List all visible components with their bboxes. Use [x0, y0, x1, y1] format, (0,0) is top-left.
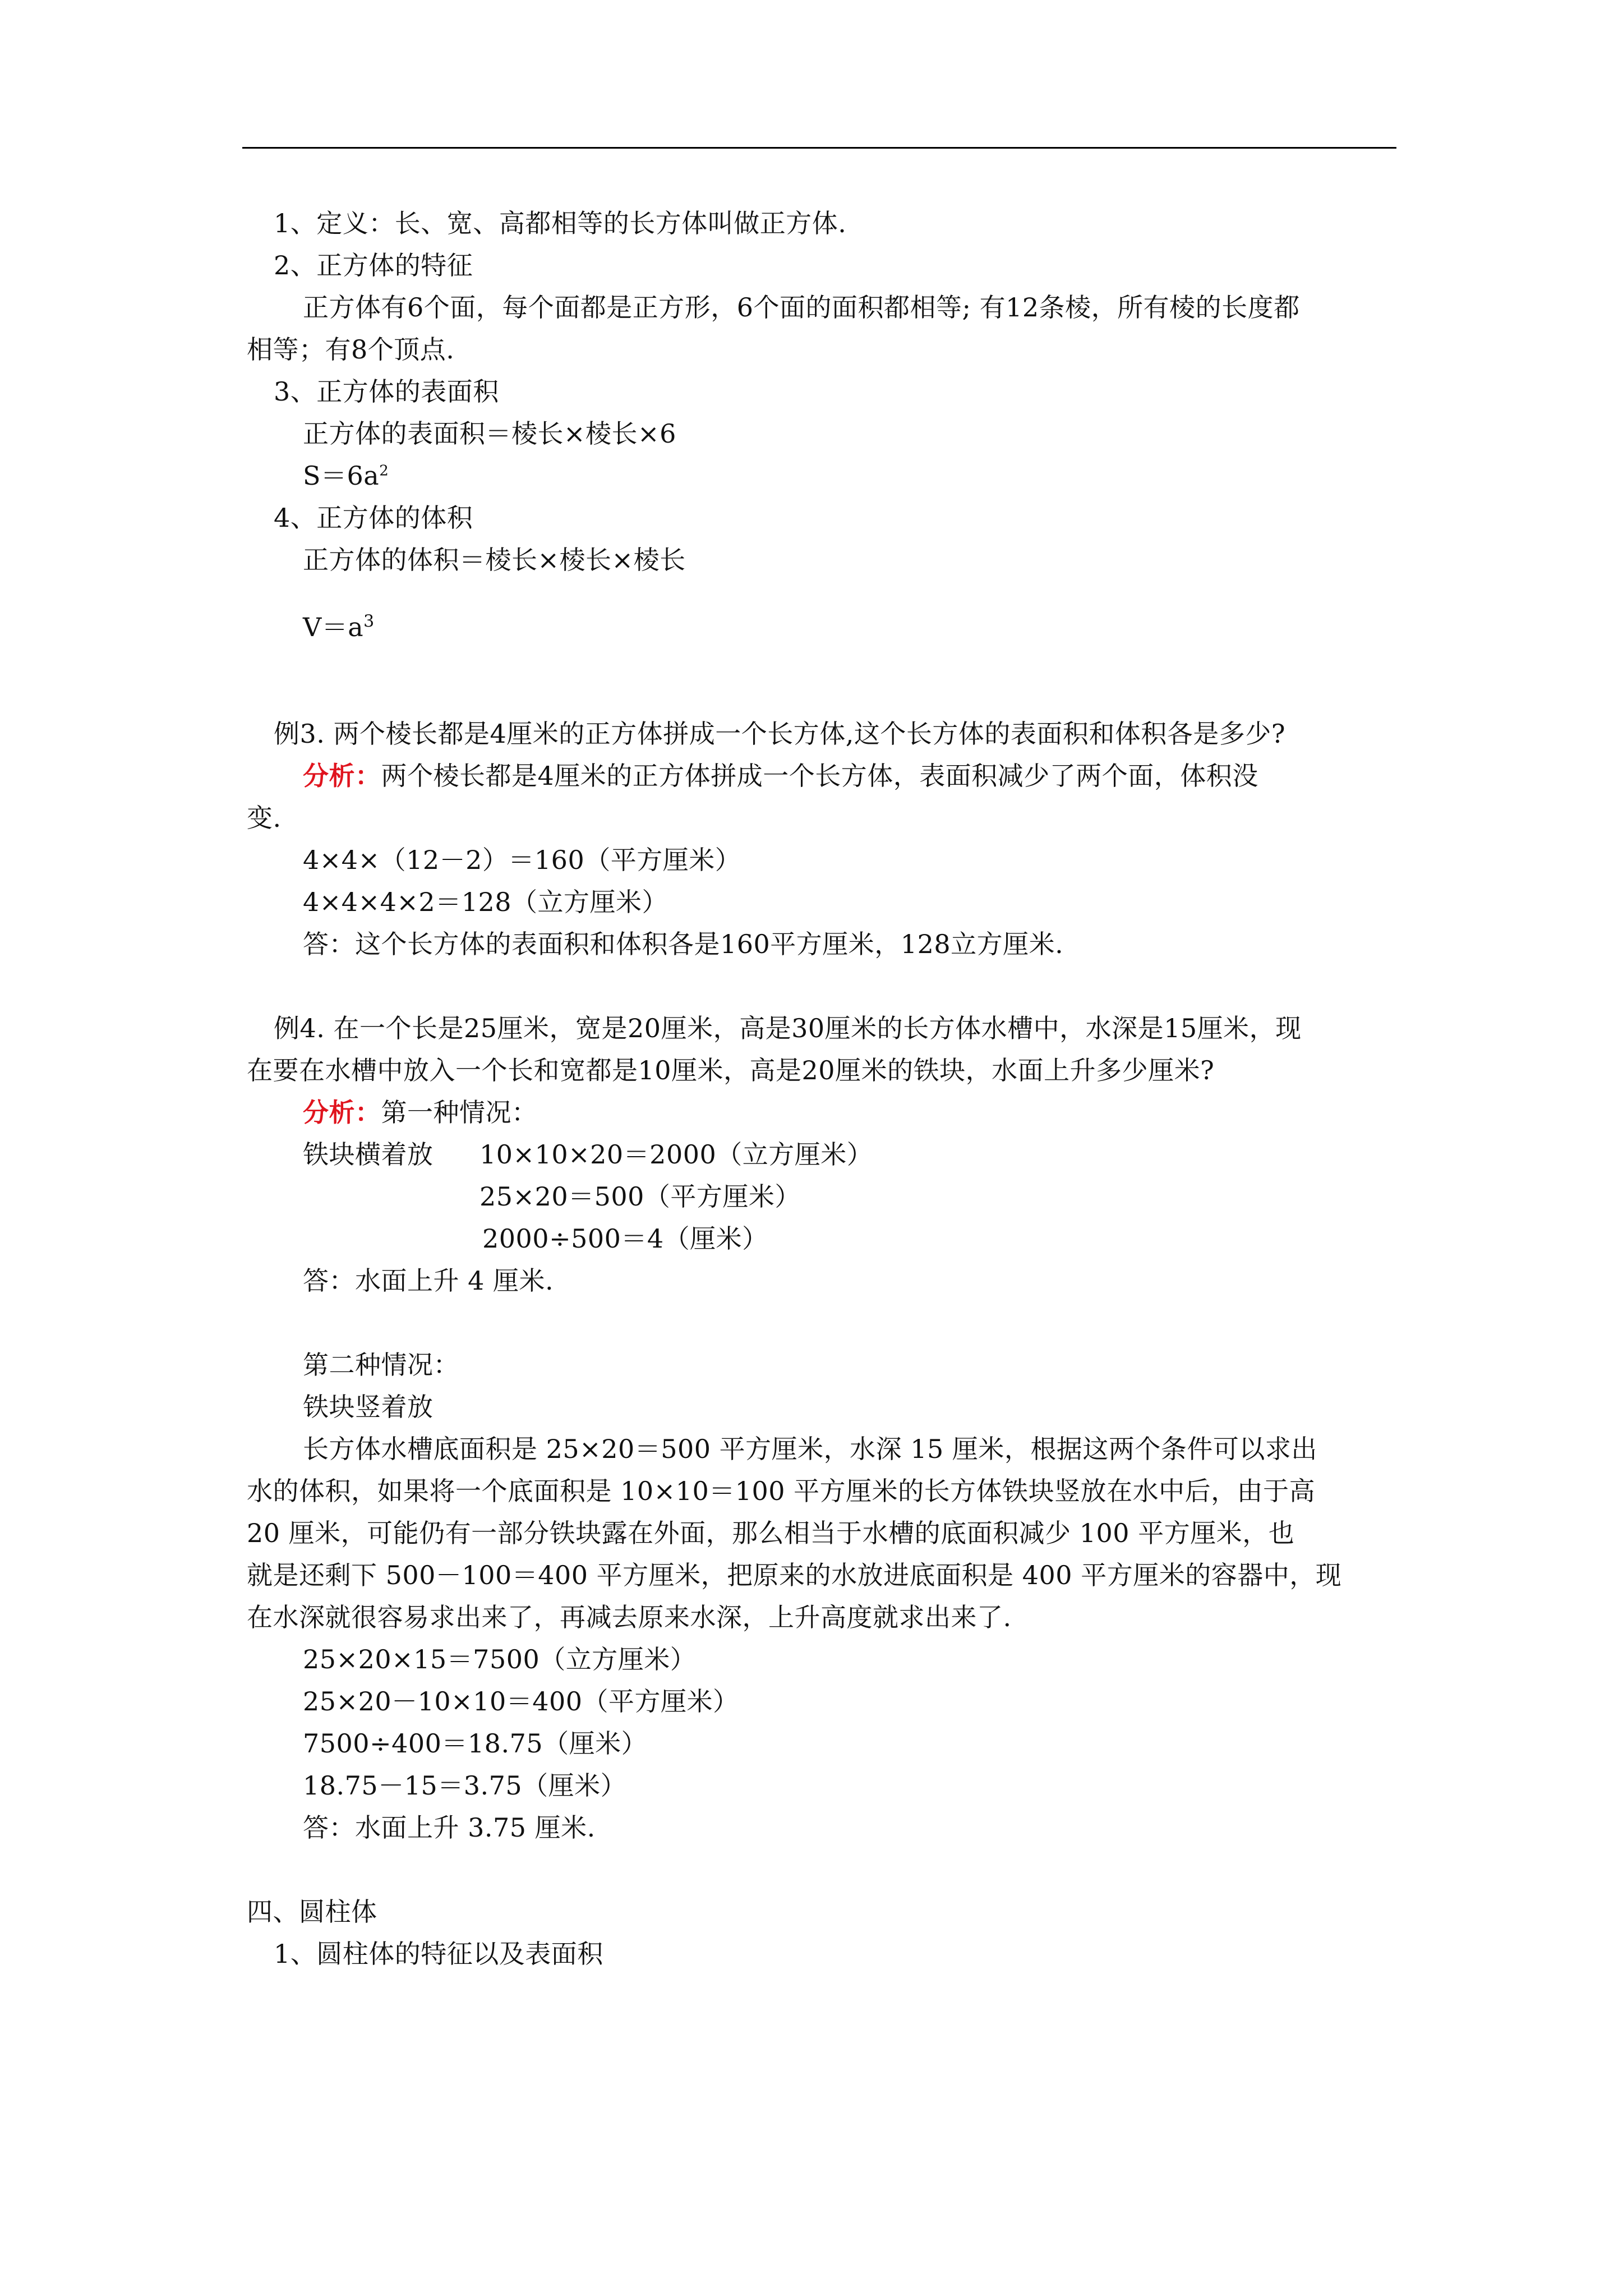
cube-volume-formula: 正方体的体积＝棱长×棱长×棱长: [303, 545, 686, 575]
example-3-analysis: 分析：两个棱长都是4厘米的正方体拼成一个长方体，表面积减少了两个面，体积没: [303, 761, 1258, 791]
example-4-case1-calc-1: 10×10×20＝2000（立方厘米）: [479, 1139, 873, 1170]
example-3-question: 例3. 两个棱长都是4厘米的正方体拼成一个长方体,这个长方体的表面积和体积各是多少?: [274, 719, 1286, 749]
section-4-subheading: 1、圆柱体的特征以及表面积: [274, 1939, 603, 1969]
example-4-case1-calc-2: 25×20＝500（平方厘米）: [479, 1181, 801, 1212]
example-3-answer: 答：这个长方体的表面积和体积各是160平方厘米，128立方厘米.: [303, 929, 1064, 959]
header-rule: [242, 147, 1396, 149]
section-4-heading: 四、圆柱体: [247, 1897, 377, 1927]
example-3-analysis-cont: 变.: [247, 803, 282, 833]
example-4-question-cont: 在要在水槽中放入一个长和宽都是10厘米，高是20厘米的铁块，水面上升多少厘米?: [247, 1055, 1215, 1085]
example-4-case2-calc-4: 18.75－15＝3.75（厘米）: [303, 1770, 627, 1801]
cube-features-text: 正方体有6个面，每个面都是正方形，6个面的面积都相等; 有12条棱，所有棱的长度都: [303, 292, 1300, 323]
analysis-label: 分析：: [303, 761, 381, 791]
example-4-case2-calc-2: 25×20－10×10＝400（平方厘米）: [303, 1686, 739, 1717]
cube-surface-heading: 3、正方体的表面积: [274, 376, 499, 407]
example-3-calc-1: 4×4×（12－2）＝160（平方厘米）: [303, 845, 741, 875]
cube-features-heading: 2、正方体的特征: [274, 250, 473, 280]
cube-volume-symbolic: $V=a^3$: [303, 611, 375, 642]
example-4-answer-1: 答：水面上升 4 厘米.: [303, 1266, 554, 1296]
cube-surface-formula: 正方体的表面积＝棱长×棱长×6: [303, 418, 676, 449]
example-4-case2-para: 水的体积，如果将一个底面积是 10×10＝100 平方厘米的长方体铁块竖放在水中后，由于高: [247, 1476, 1316, 1506]
cube-surface-symbolic: $S=6a^2$: [303, 461, 389, 491]
example-4-answer-2: 答：水面上升 3.75 厘米.: [303, 1812, 596, 1843]
example-4-case2-heading: 第二种情况：: [303, 1350, 459, 1380]
cube-volume-heading: 4、正方体的体积: [274, 503, 473, 533]
example-4-case1-lead: 铁块横着放: [303, 1139, 434, 1170]
example-3-calc-2: 4×4×4×2＝128（立方厘米）: [303, 887, 668, 917]
example-4-case2-para: 长方体水槽底面积是 25×20＝500 平方厘米，水深 15 厘米，根据这两个条件可以求出: [303, 1434, 1317, 1464]
cube-definition: 1、定义：长、宽、高都相等的长方体叫做正方体.: [274, 208, 847, 238]
example-4-case1-calc-3: 2000÷500＝4（厘米）: [482, 1223, 768, 1254]
example-4-case2-para: 在水深就很容易求出来了，再减去原来水深，上升高度就求出来了.: [247, 1602, 1012, 1632]
example-4-analysis: 分析：第一种情况：: [303, 1097, 538, 1128]
analysis-label: 分析：: [303, 1097, 381, 1128]
example-4-case2-para: 就是还剩下 500－100＝400 平方厘米，把原来的水放进底面积是 400 平方厘米的容器中，现: [247, 1560, 1342, 1590]
example-4-case2-lead: 铁块竖着放: [303, 1392, 434, 1422]
example-4-case2-calc-3: 7500÷400＝18.75（厘米）: [303, 1728, 648, 1759]
example-4-question: 例4. 在一个长是25厘米，宽是20厘米，高是30厘米的长方体水槽中，水深是15厘米，现: [274, 1013, 1302, 1043]
example-4-case2-para: 20 厘米，可能仍有一部分铁块露在外面，那么相当于水槽的底面积减少 100 平方厘米，也: [247, 1518, 1295, 1548]
cube-features-text-cont: 相等；有8个顶点.: [247, 334, 455, 365]
example-4-case2-calc-1: 25×20×15＝7500（立方厘米）: [303, 1644, 697, 1674]
